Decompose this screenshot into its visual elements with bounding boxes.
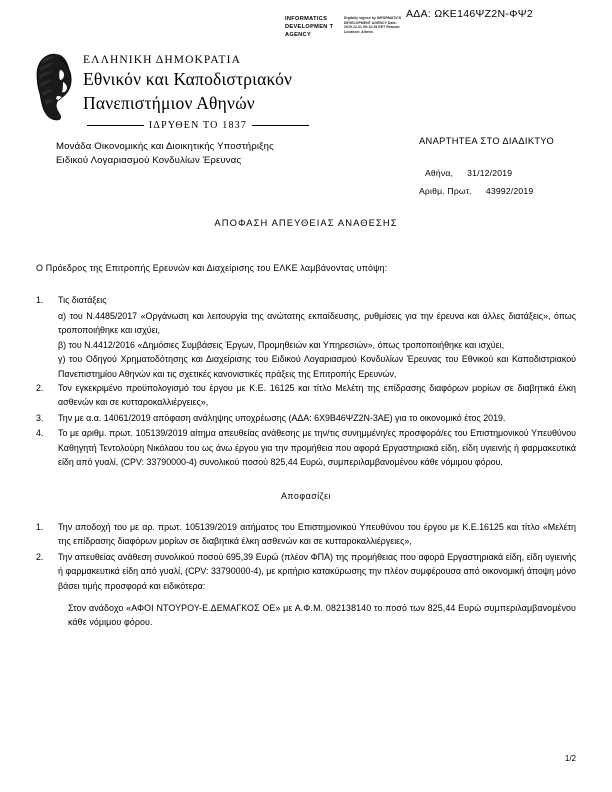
contractor-award-line: Στον ανάδοχο «ΑΦΟΙ ΝΤΟΥΡΟΥ-Ε.ΔΕΜΑΓΚΟΣ ΟΕ» με Α.Φ.Μ. 082138140 το ποσό των 825,44 Ευρώ συμπεριλαμβανομένου κάθε νόμιμου φόρου. [68, 603, 576, 628]
issue-date-row [425, 168, 512, 178]
letterhead-text [83, 54, 353, 114]
decision-item [36, 520, 576, 549]
signature-agency-name: INFORMATICS DEVELOPMEN T AGENCY [285, 16, 334, 38]
consideration-item [36, 426, 576, 469]
ada-code: ΑΔΑ: ΩΚΕ146ΨΖ2Ν-ΦΨ2 [406, 8, 534, 20]
document-body [36, 261, 576, 630]
item-marker: 2. [36, 551, 44, 562]
protocol-label: Αριθμ. Πρωτ. [419, 186, 472, 196]
consideration-item [36, 411, 576, 425]
consideration-item [36, 381, 576, 410]
digital-signature-stamp [285, 16, 406, 40]
item-marker: 1. [36, 521, 44, 532]
unit-line-2: Ειδικού Λογαριασμού Κονδυλίων Έρευνας [56, 154, 242, 166]
item-marker: 4. [36, 428, 44, 439]
publication-notice: ΑΝΑΡΤΗΤΕΑ ΣΤΟ ΔΙΑΔΙΚΤΥΟ [419, 136, 555, 146]
item-text: Την απευθείας ανάθεση συνολικού ποσού 695,39 Ευρώ (πλέον ΦΠΑ) της προμήθειας που αφορά Εργαστηριακά είδη, είδη υγιεινής ή φαρμακευτικά είδη από γυαλί, (CPV: 33790000-4), με κριτήριο κατακύρωσης την πλέον συμφέρουσα από οικονομική άποψη μόνο βάσει τιμής προσφορά και ειδικότερα: [58, 551, 576, 591]
decision-item [36, 550, 576, 593]
rule-right [252, 125, 309, 126]
item-marker: 3. [36, 412, 44, 423]
item-text: Το με αριθμ. πρωτ. 105139/2019 αίτημα απευθείας ανάθεσης με την/τις συνημμένη/ες προσφορά/ες του Επιστημονικού Υπευθύνου Καθηγητή Τεντολούρη Νικόλαου του ως άνω έργου για την προμήθεια που αφορά Εργαστηριακά είδη, είδη υγιεινής ή φαρμακευτικά είδη από γυαλί, (CPV: 33790000-4) συνολικού ποσού 825,44 Ευρώ, συμπεριλαμβανομένου κάθε νόμιμου φόρου. [58, 428, 576, 468]
unit-line-1: Μονάδα Οικονομικής και Διοικητικής Υποστήριξης [56, 141, 274, 152]
founded-text: ΙΔΡΥΘΕΝ ΤΟ 1837 [148, 120, 248, 131]
founded-line [87, 120, 309, 131]
issue-city-label: Αθήνα, [425, 168, 454, 178]
item-marker: 1. [36, 295, 44, 306]
issuing-unit [56, 140, 274, 167]
protocol-row [419, 186, 533, 196]
document-title: ΑΠΟΦΑΣΗ ΑΠΕΥΘΕΙΑΣ ΑΝΑΘΕΣΗΣ [214, 217, 398, 228]
consideration-subitem-c: γ) του Οδηγού Χρηματοδότησης και Διαχείρισης του Ειδικού Λογαριασμού Κονδυλίων Έρευνας του Εθνικού και Καποδιστριακού Πανεπιστημίου Αθηνών και τις σχετικές κανονιστικές πράξεις της Επιτροπής Ερευνών, [58, 354, 576, 379]
item-text: Την αποδοχή του με αρ. πρωτ. 105139/2019 αιτήματος του Επιστημονικού Υπευθύνου του έργου με Κ.Ε.16125 και τίτλο «Μελέτη της επίδρασης διαφόρων μορίων σε διαβητικά έλκη ασθενών και σε κυτταροκαλλιέργειες», [58, 521, 576, 547]
item-text: Τις διατάξεις [58, 295, 107, 306]
decision-heading: Αποφασίζει [280, 491, 332, 502]
letterhead [33, 50, 353, 131]
signature-detail-text: Digitally signed by INFORMATICS DEVELOPMENT AGENCY Date: 2019.12.31 09:12:26 EET Reason: Location: Athens [344, 16, 402, 35]
issue-date-value: 31/12/2019 [467, 168, 513, 178]
page-number: 1/2 [564, 754, 576, 763]
item-text: Τον εγκεκριμένο προϋπολογισμό του έργου με Κ.Ε. 16125 και τίτλο Μελέτη της επίδρασης διαφόρων μορίων σε διαβητικά έλκη ασθενών και σε κυτταροκαλλιέργειες», [58, 382, 576, 408]
consideration-item [36, 293, 576, 307]
consideration-subitem-b: β) του Ν.4412/2016 «Δημόσιες Συμβάσεις Έργων, Προμηθειών και Υπηρεσιών», όπως τροποποιήθηκε και ισχύει, [58, 339, 505, 350]
university-line-1: Εθνικόν και Καποδιστριακόν [83, 69, 293, 89]
republic-line: ΕΛΛΗΝΙΚΗ ΔΗΜΟΚΡΑΤΙΑ [83, 54, 241, 66]
protocol-value: 43992/2019 [485, 186, 534, 196]
item-text: Την με α.α. 14061/2019 απόφαση ανάληψης υποχρέωσης (ΑΔΑ: 6Χ9Β46ΨΖ2Ν-3ΑΕ) για το οικονομικό έτος 2019. [58, 412, 506, 423]
rule-left [87, 125, 144, 126]
intro-paragraph: Ο Πρόεδρος της Επιτροπής Ερευνών και Διαχείρισης του ΕΛΚΕ λαμβάνοντας υπόψη: [36, 263, 388, 273]
athena-head-emblem [33, 52, 77, 122]
item-marker: 2. [36, 382, 44, 393]
consideration-subitem-a: α) του Ν.4485/2017 «Οργάνωση και λειτουργία της ανώτατης εκπαίδευσης, ρυθμίσεις για την έρευνα και άλλες διατάξεις», όπως τροποποιήθηκε και ισχύει, [58, 310, 576, 336]
university-line-2: Πανεπιστήμιον Αθηνών [83, 93, 255, 113]
